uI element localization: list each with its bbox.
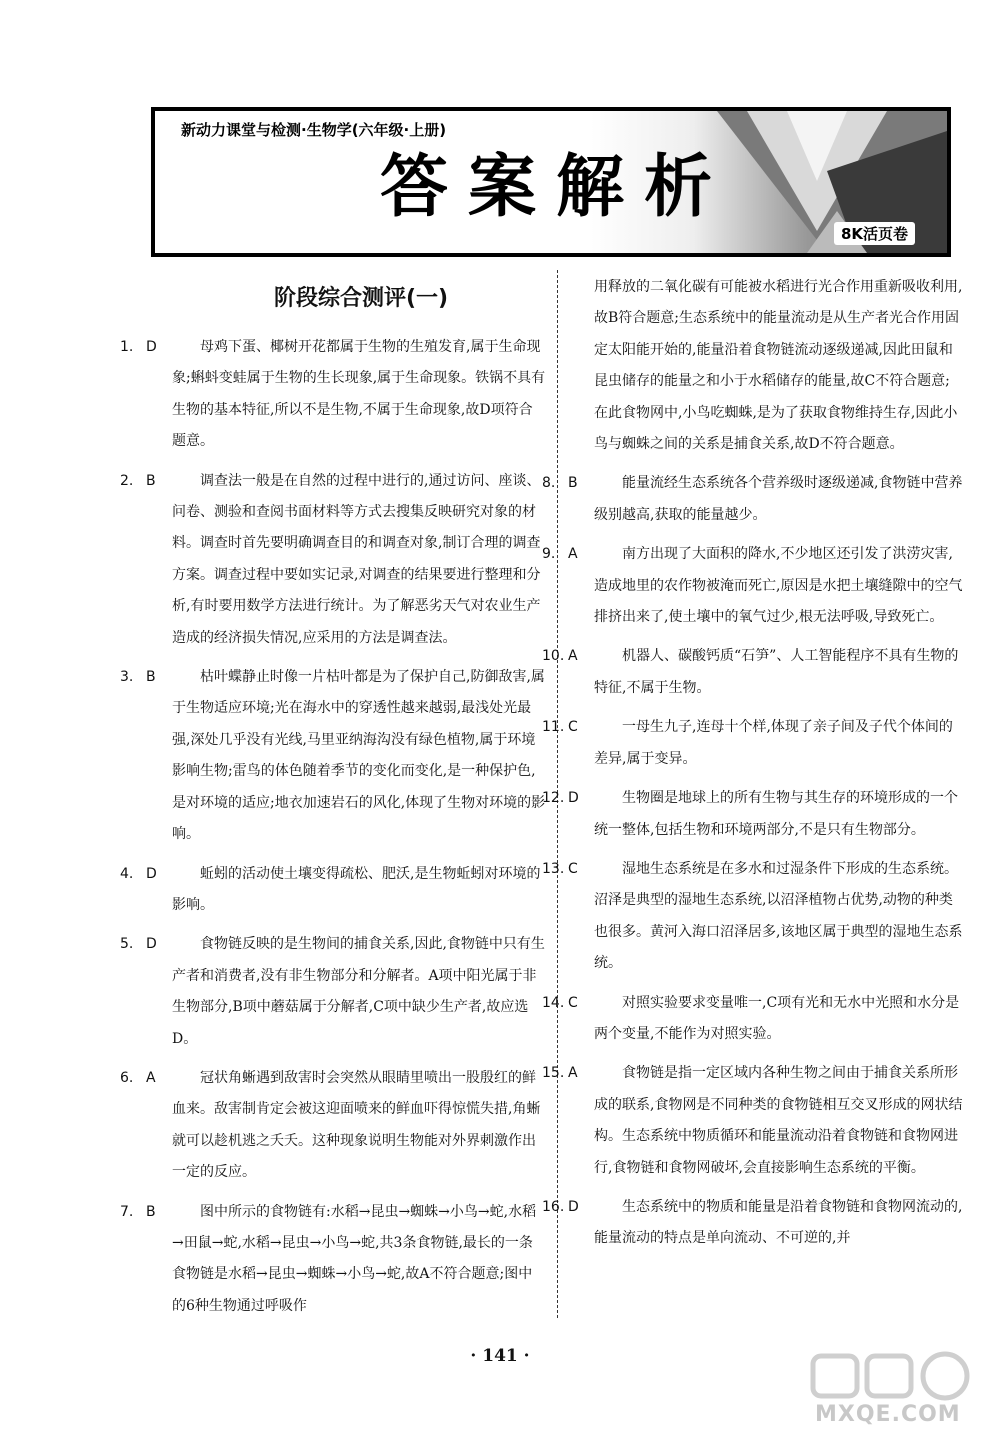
answer-letter: D xyxy=(568,1198,579,1215)
question-number: 7. xyxy=(120,1203,134,1220)
answer-item xyxy=(542,641,963,704)
answer-item xyxy=(542,988,963,1051)
answer-item xyxy=(542,1058,963,1184)
answer-letter: D xyxy=(568,790,579,807)
question-number: 15. xyxy=(542,1065,565,1082)
question-number: 10. xyxy=(542,648,565,665)
section-title: 阶段综合测评(一) xyxy=(273,286,449,311)
question-number: 1. xyxy=(120,339,134,355)
answer-item xyxy=(120,332,546,458)
series-title: 新动力课堂与检测·生物学(六年级·上册) xyxy=(181,121,447,139)
answer-item xyxy=(542,712,963,775)
answer-list-right xyxy=(542,468,963,1254)
answer-letter: D xyxy=(146,339,157,355)
answer-letter: D xyxy=(146,936,157,953)
watermark-text: MXQE.COM xyxy=(815,1402,961,1427)
question-number: 12. xyxy=(542,790,565,807)
answer-letter: A xyxy=(146,1069,156,1086)
answer-item xyxy=(542,468,963,531)
question-number: 13. xyxy=(542,860,565,877)
answer-item xyxy=(542,1192,963,1255)
answer-item xyxy=(120,929,546,1055)
question-number: 8. xyxy=(542,475,556,492)
answer-letter: A xyxy=(568,546,578,563)
answer-explanation: 能量流经生态系统各个营养级时逐级递减,食物链中营养级别越高,获取的能量越少。 xyxy=(594,475,963,523)
right-column xyxy=(542,272,963,1263)
answer-list-left xyxy=(120,332,546,1322)
question-number: 4. xyxy=(120,865,134,882)
answer-item xyxy=(120,859,546,922)
answer-letter: C xyxy=(568,994,578,1011)
header-banner xyxy=(151,107,951,257)
question-number: 11. xyxy=(542,719,565,736)
question-number: 6. xyxy=(120,1069,134,1086)
page-title: 答案解析 xyxy=(380,147,733,227)
answer-explanation: 食物链反映的是生物间的捕食关系,因此,食物链中只有生产者和消费者,没有非生物部分和分解者。A项中阳光属于非生物部分,B项中蘑菇属于分解者,C项中缺少生产者,故应选D。 xyxy=(172,936,545,1047)
answer-item xyxy=(120,466,546,654)
answer-explanation: 对照实验要求变量唯一,C项有光和无水中光照和水分是两个变量,不能作为对照实验。 xyxy=(594,994,960,1042)
answer-item xyxy=(542,854,963,980)
answer-explanation: 枯叶蝶静止时像一片枯叶都是为了保护自己,防御敌害,属于生物适应环境;光在海水中的穿透性越来越弱,最浅处光最强,深处几乎没有光线,马里亚纳海沟没有绿色植物,属于环境影响生物;雷鸟的体色随着季节的变化而变化,是一种保护色,是对环境的适应;地衣加速岩石的风化,体现了生物对环境的影响。 xyxy=(172,669,546,843)
answer-letter: A xyxy=(568,648,578,665)
answer-letter: B xyxy=(146,1203,156,1220)
answer-explanation: 调查法一般是在自然的过程中进行的,通过访问、座谈、问卷、测验和查阅书面材料等方式去搜集反映研究对象的材料。调查时首先要明确调查目的和调查对象,制订合理的调查方案。调查过程中要如实记录,对调查的结果要进行整理和分析,有时要用数学方法进行统计。为了解恶劣天气对农业生产造成的经济损失情况,应采用的方法是调查法。 xyxy=(172,472,541,646)
answer-explanation: 生物圈是地球上的所有生物与其生存的环境形成的一个统一整体,包括生物和环境两部分,不是只有生物部分。 xyxy=(594,790,958,838)
answer-letter: B xyxy=(146,472,156,489)
answer-item xyxy=(120,662,546,850)
answer-item xyxy=(542,783,963,846)
answer-explanation: 机器人、碳酸钙质“石笋”、人工智能程序不具有生物的特征,不属于生物。 xyxy=(594,648,959,696)
answer-letter: D xyxy=(146,865,157,882)
question-number: 5. xyxy=(120,936,134,953)
answer-letter: B xyxy=(146,669,156,686)
answer-explanation: 蚯蚓的活动使土壤变得疏松、肥沃,是生物蚯蚓对环境的影响。 xyxy=(172,865,541,913)
question-number: 14. xyxy=(542,994,565,1011)
answer-explanation: 冠状角蜥遇到敌害时会突然从眼睛里喷出一股殷红的鲜血来。敌害制肯定会被这迎面喷来的鲜血吓得惊慌失措,角蜥就可以趁机逃之夭夭。这种现象说明生物能对外界刺激作出一定的反应。 xyxy=(172,1069,541,1181)
answer-explanation: 母鸡下蛋、椰树开花都属于生物的生殖发育,属于生命现象;蝌蚪变蛙属于生物的生长现象,属于生命现象。铁锅不具有生物的基本特征,所以不是生物,不属于生命现象,故D项符合题意。 xyxy=(172,339,546,450)
answer-item xyxy=(120,1063,546,1189)
left-column xyxy=(120,280,546,1330)
answer-explanation: 生态系统中的物质和能量是沿着食物链和食物网流动的,能量流动的特点是单向流动、不可逆的,并 xyxy=(594,1198,963,1247)
edition-tag: 8K活页卷 xyxy=(834,222,915,245)
question-number: 16. xyxy=(542,1198,565,1215)
answer-continuation: 用释放的二氧化碳有可能被水稻进行光合作用重新吸收利用,故B符合题意;生态系统中的能量流动是从生产者光合作用固定太阳能开始的,能量沿着食物链流动逐级递减,因此田鼠和昆虫储存的能量之和小于水稻储存的能量,故C不符合题意;在此食物网中,小鸟吃蜘蛛,是为了获取食物维持生存,因此小鸟与蜘蛛之间的关系是捕食关系,故D不符合题意。 xyxy=(594,279,963,453)
question-number: 2. xyxy=(120,472,134,489)
answer-item xyxy=(120,1197,546,1323)
answer-explanation: 图中所示的食物链有:水稻→昆虫→蜘蛛→小鸟→蛇,水稻→田鼠→蛇,水稻→昆虫→小鸟→蛇,共3条食物链,最长的一条食物链是水稻→昆虫→蜘蛛→小鸟→蛇,故A不符合题意;图中的6种生物通过呼吸作 xyxy=(172,1203,537,1314)
answer-letter: C xyxy=(568,719,578,736)
answer-explanation: 食物链是指一定区域内各种生物之间由于捕食关系所形成的联系,食物网是不同种类的食物链相互交叉形成的网状结构。生态系统中物质循环和能量流动沿着食物链和食物网进行,食物链和食物网破坏,会直接影响生态系统的平衡。 xyxy=(594,1065,963,1176)
question-number: 9. xyxy=(542,546,556,563)
answer-explanation: 南方出现了大面积的降水,不少地区还引发了洪涝灾害,造成地里的农作物被淹而死亡,原因是水把土壤缝隙中的空气排挤出来了,使土壤中的氧气过少,根无法呼吸,导致死亡。 xyxy=(594,546,963,626)
answer-explanation: 一母生九子,连母十个样,体现了亲子间及子代个体间的差异,属于变异。 xyxy=(594,719,953,767)
answer-letter: C xyxy=(568,860,578,877)
answer-item xyxy=(542,539,963,633)
answer-explanation: 湿地生态系统是在多水和过湿条件下形成的生态系统。沼泽是典型的湿地生态系统,以沼泽植物占优势,动物的种类也很多。黄河入海口沼泽居多,该地区属于典型的湿地生态系统。 xyxy=(594,860,963,972)
page-number: · 141 · xyxy=(470,1346,530,1366)
answer-letter: B xyxy=(568,475,578,492)
answer-letter: A xyxy=(568,1065,578,1082)
question-number: 3. xyxy=(120,669,134,686)
